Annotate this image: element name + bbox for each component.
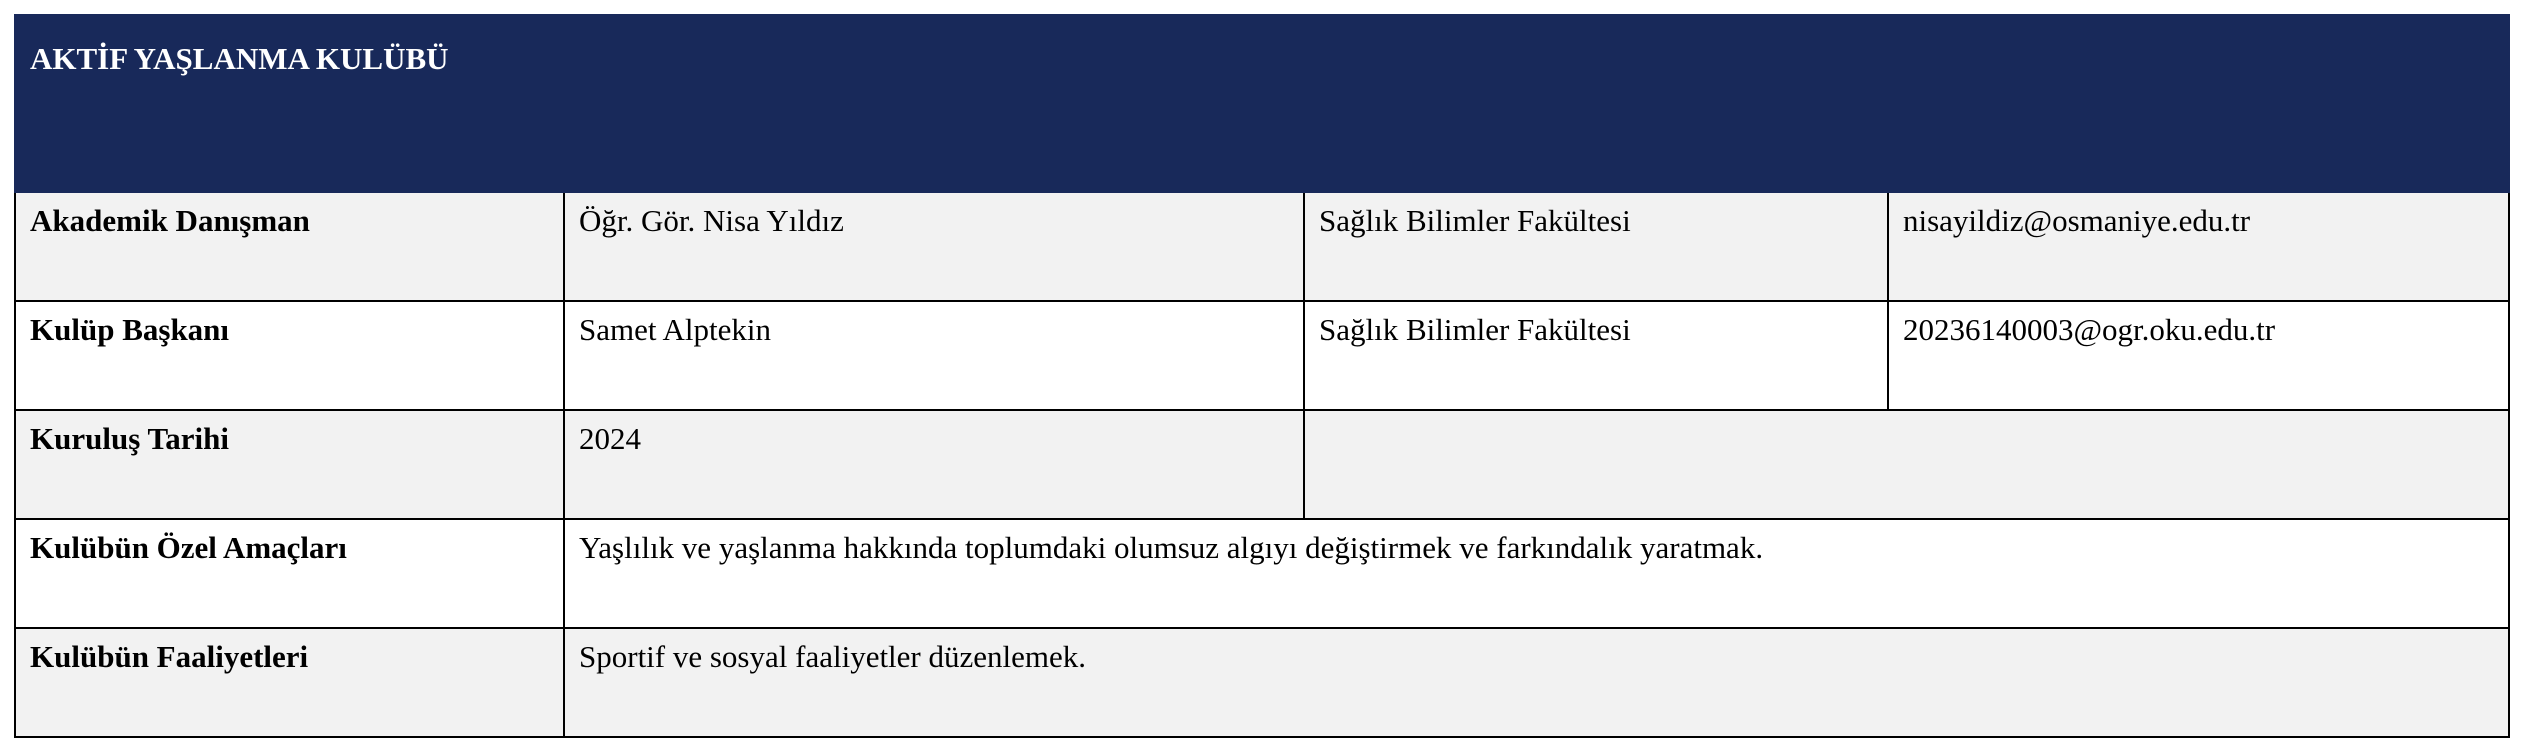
president-faculty: Sağlık Bilimler Fakültesi: [1304, 301, 1888, 410]
table-row-president: [15, 301, 2509, 410]
founding-year: 2024: [564, 410, 1304, 519]
table-row-aims: [15, 519, 2509, 628]
table-header-row: [15, 15, 2509, 192]
advisor-faculty: Sağlık Bilimler Fakültesi: [1304, 192, 1888, 301]
club-info-table: [14, 14, 2510, 738]
president-email: 20236140003@ogr.oku.edu.tr: [1888, 301, 2509, 410]
founding-empty-cell: [1304, 410, 2509, 519]
advisor-name: Öğr. Gör. Nisa Yıldız: [564, 192, 1304, 301]
table-row-advisor: [15, 192, 2509, 301]
table-row-activities: [15, 628, 2509, 737]
aims-label: Kulübün Özel Amaçları: [15, 519, 564, 628]
aims-text: Yaşlılık ve yaşlanma hakkında toplumdaki olumsuz algıyı değiştirmek ve farkındalık yaratmak.: [564, 519, 2509, 628]
founding-label: Kuruluş Tarihi: [15, 410, 564, 519]
table-row-founding: [15, 410, 2509, 519]
activities-label: Kulübün Faaliyetleri: [15, 628, 564, 737]
advisor-label: Akademik Danışman: [15, 192, 564, 301]
president-label: Kulüp Başkanı: [15, 301, 564, 410]
president-name: Samet Alptekin: [564, 301, 1304, 410]
advisor-email: nisayildiz@osmaniye.edu.tr: [1888, 192, 2509, 301]
club-title: AKTİF YAŞLANMA KULÜBÜ: [15, 15, 2509, 192]
activities-text: Sportif ve sosyal faaliyetler düzenlemek.: [564, 628, 2509, 737]
